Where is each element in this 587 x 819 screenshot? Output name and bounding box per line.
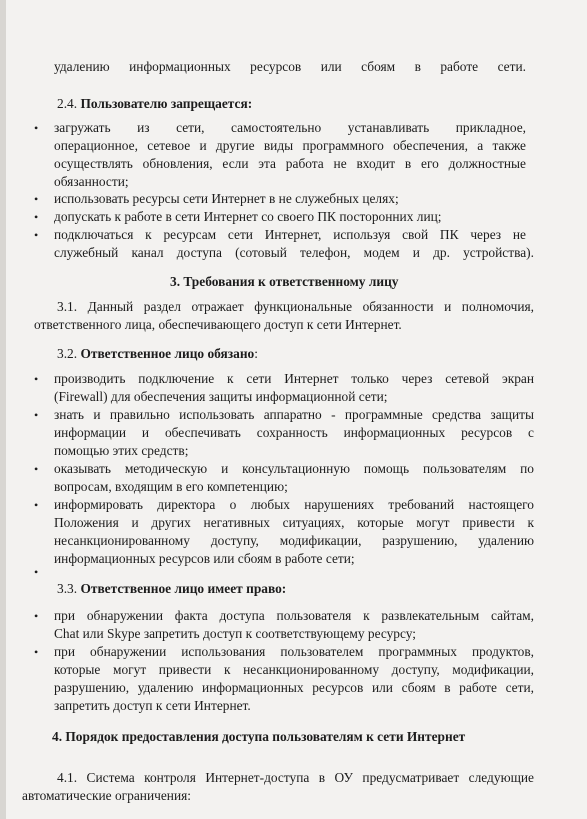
section-number: 2.4. bbox=[57, 96, 78, 111]
text-line: разрушению, удалению информационных ресурсов или сбоям в работе сети, bbox=[54, 680, 534, 695]
text-line: при обнаружении факта доступа пользователя к развлекательным сайтам, bbox=[54, 608, 534, 623]
text-line: обязанности; bbox=[54, 174, 129, 189]
bullet-icon: • bbox=[34, 210, 39, 224]
text-line: несанкционированному доступу, модификации, разрушению, удалению bbox=[54, 533, 534, 548]
text-line: загружать из сети, самостоятельно устанавливать прикладное, bbox=[54, 120, 526, 135]
text-line: производить подключение к сети Интернет только через сетевой экран bbox=[54, 371, 534, 386]
bullet-icon: • bbox=[34, 372, 39, 386]
section-3-3-heading bbox=[57, 580, 286, 597]
text-line: знать и правильно использовать аппаратно - программные средства защиты bbox=[54, 407, 534, 422]
section-title: Пользователю запрещается: bbox=[80, 96, 253, 111]
text-line: осуществлять обновления, если эта работа не входит в его должностные bbox=[54, 156, 526, 171]
colon: : bbox=[254, 346, 258, 361]
text-line: (Firewall) для обеспечения защиты информационной сети; bbox=[54, 389, 388, 404]
bullet-icon: • bbox=[34, 645, 39, 659]
text-line: запретить доступ к сети Интернет. bbox=[54, 698, 251, 713]
section-number: 3.2. bbox=[57, 346, 78, 361]
text-line: информационных ресурсов или сбоям в работе сети; bbox=[54, 551, 355, 566]
bullet-icon: • bbox=[34, 498, 39, 512]
text-line: ответственного лица, обеспечивающего доступ к сети Интернет. bbox=[34, 317, 402, 332]
section-title: Ответственное лицо имеет право: bbox=[80, 581, 287, 596]
text-line: служебный канал доступа (сотовый телефон, модем и др. устройства). bbox=[54, 245, 534, 260]
text-line: удалению информационных ресурсов или сбоям в работе сети. bbox=[54, 59, 526, 74]
text-line: использовать ресурсы сети Интернет в не служебных целях; bbox=[54, 191, 399, 206]
text-line: подключаться к ресурсам сети Интернет, используя свой ПК через не bbox=[54, 227, 526, 242]
section-3-heading: 3. Требования к ответственному лицу bbox=[170, 274, 399, 289]
text-line: помощью этих средств; bbox=[54, 443, 189, 458]
bullet-icon: • bbox=[34, 462, 39, 476]
section-3-2-heading bbox=[57, 345, 258, 362]
bullet-icon: • bbox=[34, 192, 39, 206]
bullet-icon: • bbox=[34, 565, 39, 579]
text-line: информации и обеспечивать сохранность информационных ресурсов с bbox=[54, 425, 534, 440]
text-line: автоматические ограничения: bbox=[22, 788, 192, 803]
text-line: 3.1. Данный раздел отражает функциональные обязанности и полномочия, bbox=[57, 299, 534, 314]
text-line: оказывать методическую и консультационную помощь пользователям по bbox=[54, 461, 534, 476]
bullet-icon: • bbox=[34, 121, 39, 135]
section-title: Ответственное лицо обязано bbox=[80, 346, 255, 361]
text-line: при обнаружении использования пользователем программных продуктов, bbox=[54, 644, 534, 659]
text-line: допускать к работе в сети Интернет со своего ПК посторонних лиц; bbox=[54, 209, 442, 224]
section-2-4-heading bbox=[57, 95, 252, 112]
text-line: информировать директора о любых нарушениях требований настоящего bbox=[54, 497, 534, 512]
section-4-heading: 4. Порядок предоставления доступа пользователям к сети Интернет bbox=[52, 729, 466, 744]
text-line: Положения и других негативных ситуациях, которые могут привести к bbox=[54, 515, 534, 530]
bullet-icon: • bbox=[34, 609, 39, 623]
page-edge-shadow bbox=[0, 0, 6, 819]
bullet-icon: • bbox=[34, 228, 39, 242]
text-line: которые могут привести к несанкционированному доступу, модификации, bbox=[54, 662, 534, 677]
section-number: 3.3. bbox=[57, 581, 78, 596]
text-line: операционное, сетевое и другие виды программного обеспечения, а также bbox=[54, 138, 526, 153]
text-line: Chat или Skype запретить доступ к соответствующему ресурсу; bbox=[54, 626, 417, 641]
bullet-icon: • bbox=[34, 408, 39, 422]
text-line: 4.1. Система контроля Интернет-доступа в ОУ предусматривает следующие bbox=[57, 770, 534, 785]
text-line: вопросам, входящим в его компетенцию; bbox=[54, 479, 288, 494]
